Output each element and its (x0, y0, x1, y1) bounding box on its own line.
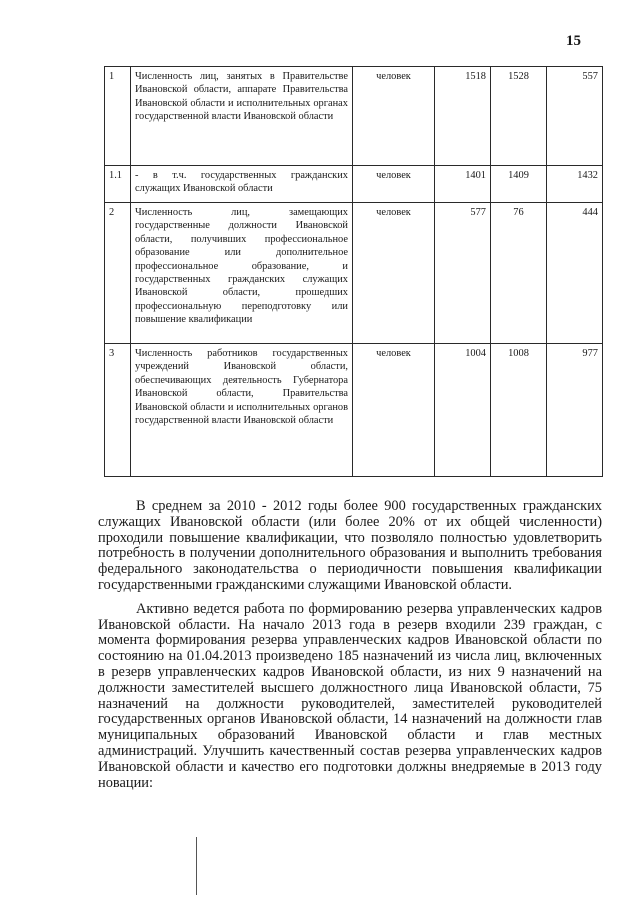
row-value-3: 1432 (547, 166, 603, 203)
row-unit: человек (353, 203, 435, 344)
row-number: 3 (105, 344, 131, 477)
table-row (105, 344, 603, 477)
row-value-3: 444 (547, 203, 603, 344)
row-value-1: 577 (435, 203, 491, 344)
row-value-3: 557 (547, 67, 603, 166)
row-value-1: 1518 (435, 67, 491, 166)
table-row (105, 67, 603, 166)
row-unit: человек (353, 344, 435, 477)
row-value-2: 76 (491, 203, 547, 344)
row-number: 1 (105, 67, 131, 166)
row-value-1: 1401 (435, 166, 491, 203)
row-number: 1.1 (105, 166, 131, 203)
row-unit: человек (353, 67, 435, 166)
indicators-table (104, 66, 603, 477)
row-value-3: 977 (547, 344, 603, 477)
row-number: 2 (105, 203, 131, 344)
paragraph-training: В среднем за 2010 - 2012 годы более 900 государственных гражданских служащих Ивановской области (или более 20% от их общей численности) проходили повышение квалификации, что позволяло полностью удовлетворить потребность в получении дополнительного образования и выполнить требования федерального законодательства о периодичности повышения квалификации государственными гражданскими служащими Ивановской области. (98, 498, 602, 593)
paragraph-personnel-reserve: Активно ведется работа по формированию резерва управленческих кадров Ивановской области. На начало 2013 года в резерв входили 239 граждан, с момента формирования резерва управленческих кадров Ивановской области по состоянию на 01.04.2013 произведено 185 назначений из числа лиц, включенных в резерв управленческих кадров Ивановской области, из них 9 назначений на должности заместителей высшего должностного лица Ивановской области, 75 назначений на должности руководителей, заместителей руководителей государственных органов Ивановской области, 14 назначений на должности глав муниципальных образований Ивановской области и глав местных администраций. Улучшить качественный состав резерва управленческих кадров Ивановской области и качество его подготовки должны внедряемые в 2013 году новации: (98, 600, 602, 791)
row-value-2: 1409 (491, 166, 547, 203)
row-value-1: 1004 (435, 344, 491, 477)
row-indicator-name: Численность работников государственных учреждений Ивановской области, обеспечивающих деятельность Губернатора Ивановской области, Правительства Ивановской области и исполнительных органов государственной власти Ивановской области (131, 344, 353, 477)
margin-line (196, 837, 197, 895)
row-indicator-name: - в т.ч. государственных гражданских служащих Ивановской области (131, 166, 353, 203)
row-value-2: 1528 (491, 67, 547, 166)
table-row (105, 203, 603, 344)
row-unit: человек (353, 166, 435, 203)
row-indicator-name: Численность лиц, занятых в Правительстве Ивановской области, аппарате Правительства Ивановской области и исполнительных органах государственной власти Ивановской области (131, 67, 353, 166)
table-row (105, 166, 603, 203)
body-text (98, 499, 602, 799)
row-indicator-name: Численность лиц, замещающих государственные должности Ивановской области, получивших профессиональное образование или дополнительное профессиональное образование, и государственных гражданских служащих Ивановской области, прошедших профессиональную переподготовку или повышение квалификации (131, 203, 353, 344)
page-number: 15 (566, 33, 581, 49)
row-value-2: 1008 (491, 344, 547, 477)
